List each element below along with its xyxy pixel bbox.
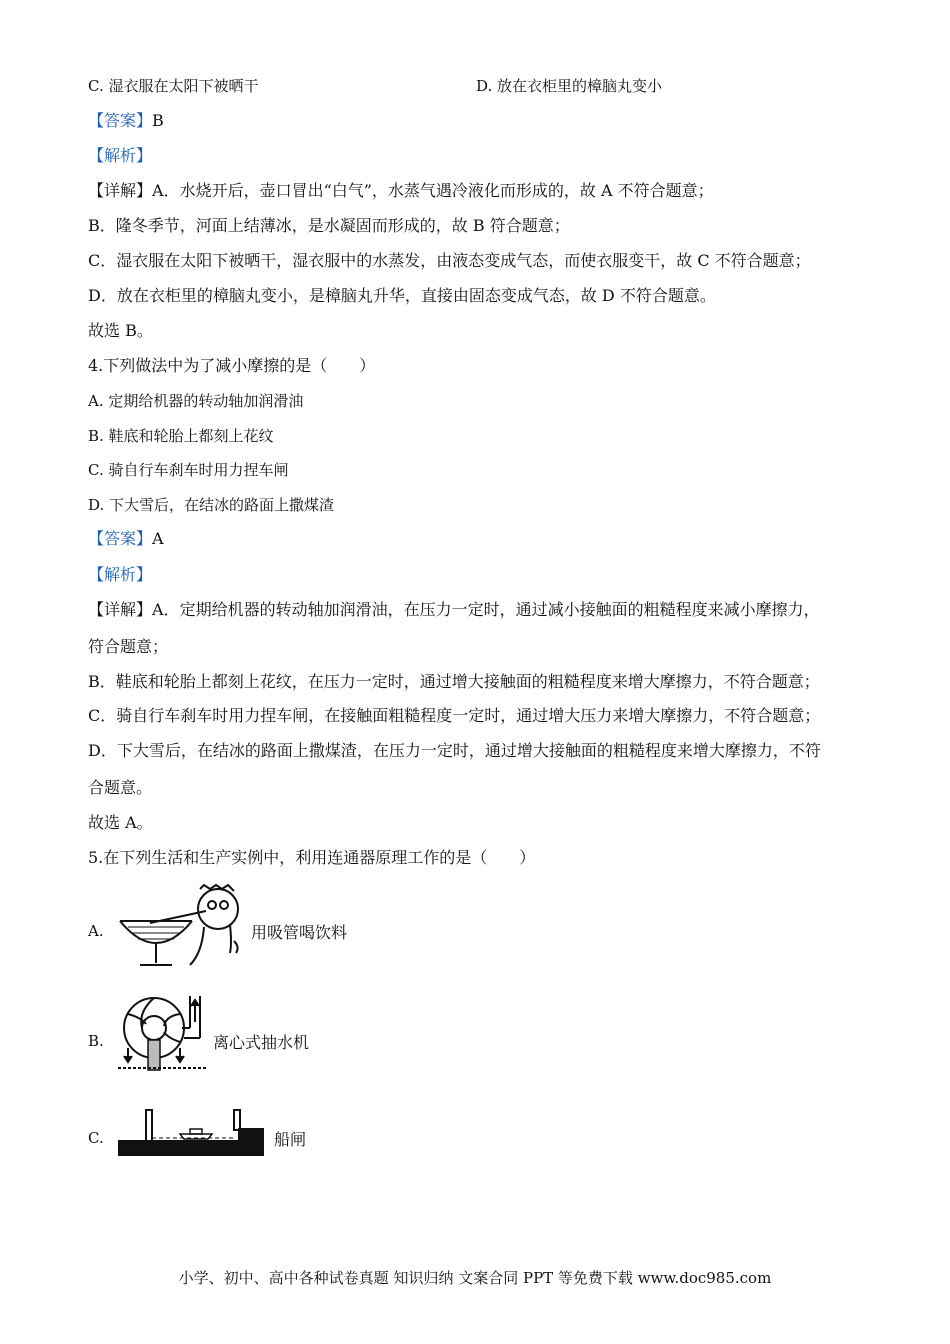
q5-option-b-letter: B. [88, 1032, 104, 1050]
q4-detail-d1: D．下大雪后，在结冰的路面上撒煤渣，在压力一定时，通过增大接触面的粗糙程度来增大摩擦力，不符 [88, 741, 821, 760]
q3-detail-d: D．放在衣柜里的樟脑丸变小，是樟脑丸升华，直接由固态变成气态，故 D 不符合题意。 [88, 286, 716, 305]
centrifugal-pump-figure [118, 992, 208, 1074]
q3-option-c: C. 湿衣服在太阳下被晒干 [88, 77, 259, 95]
q4-detail-a1 [88, 599, 820, 621]
q4-detail-a2: 符合题意； [88, 637, 169, 656]
q4-detail-d2: 合题意。 [88, 778, 153, 797]
q4-question: 4.下列做法中为了减小摩擦的是（ ） [88, 356, 376, 375]
q3-conclusion: 故选 B。 [88, 321, 153, 340]
q3-analysis-tag: 【解析】 [88, 146, 153, 165]
q5-option-b-label: 离心式抽水机 [213, 1033, 310, 1052]
answer-value: B [152, 111, 164, 130]
q4-option-b: B. 鞋底和轮胎上都刻上花纹 [88, 427, 274, 445]
q4-option-c: C. 骑自行车刹车时用力捏车闸 [88, 461, 289, 479]
q4-analysis-tag: 【解析】 [88, 565, 153, 584]
q4-conclusion: 故选 A。 [88, 813, 153, 832]
q3-answer [88, 110, 164, 132]
detail-text: A．定期给机器的转动轴加润滑油，在压力一定时，通过减小接触面的粗糙程度来减小摩擦力， [152, 600, 820, 619]
q5-option-c-label: 船闸 [274, 1130, 307, 1149]
q4-detail-c: C．骑自行车刹车时用力捏车闸，在接触面粗糙程度一定时，通过增大压力来增大摩擦力，不符合题意； [88, 706, 821, 725]
q4-detail-b: B．鞋底和轮胎上都刻上花纹，在压力一定时，通过增大接触面的粗糙程度来增大摩擦力，不符合题意； [88, 672, 820, 691]
q3-option-d: D. 放在衣柜里的樟脑丸变小 [476, 77, 663, 95]
q5-option-a-label: 用吸管喝饮料 [251, 923, 348, 942]
detail-text: A．水烧开后，壶口冒出“白气”，水蒸气遇冷液化而形成的，故 A 不符合题意； [152, 181, 714, 200]
q3-detail-b: B．隆冬季节，河面上结薄冰，是水凝固而形成的，故 B 符合题意； [88, 216, 570, 235]
answer-value: A [152, 529, 164, 548]
answer-tag: 【答案】 [88, 529, 153, 548]
q4-option-a: A. 定期给机器的转动轴加润滑油 [88, 392, 304, 410]
q5-option-a-letter: A. [88, 922, 104, 940]
detail-tag: 【详解】 [88, 600, 153, 619]
q5-option-c-letter: C. [88, 1129, 104, 1147]
q5-question: 5.在下列生活和生产实例中，利用连通器原理工作的是（ ） [88, 848, 536, 867]
ship-lock-figure [116, 1108, 268, 1160]
straw-drinking-figure [118, 883, 243, 970]
footer-text: 小学、初中、高中各种试卷真题 知识归纳 文案合同 PPT 等免费下载 www.doc985.com [178, 1269, 772, 1287]
q4-option-d: D. 下大雪后，在结冰的路面上撒煤渣 [88, 496, 335, 514]
detail-tag: 【详解】 [88, 181, 153, 200]
q3-detail-a [88, 180, 714, 202]
answer-tag: 【答案】 [88, 111, 153, 130]
q4-answer [88, 528, 164, 550]
q3-detail-c: C．湿衣服在太阳下被晒干，湿衣服中的水蒸发，由液态变成气态，而使衣服变干，故 C 不符合题意； [88, 251, 811, 270]
